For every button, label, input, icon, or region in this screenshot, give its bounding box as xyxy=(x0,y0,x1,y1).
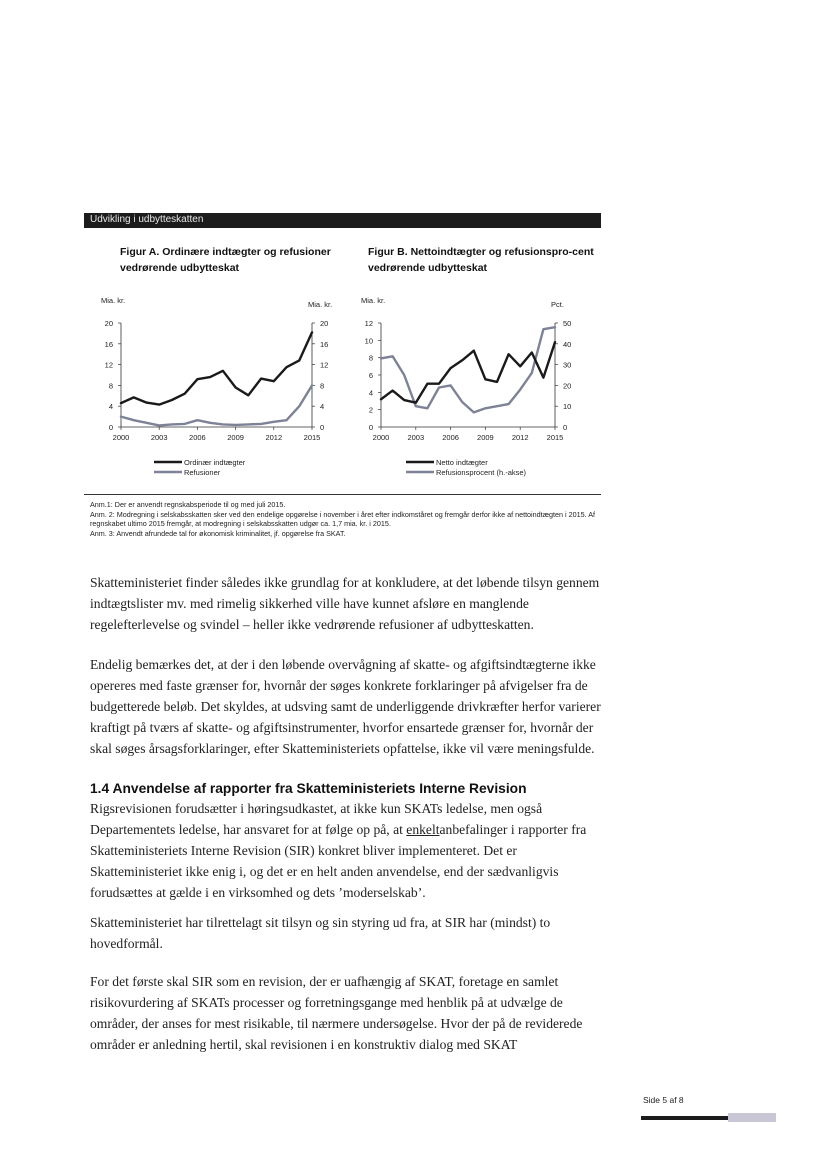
chart-b-ytick-label-right: 10 xyxy=(563,402,572,412)
figure-b-title: Figur B. Nettoindtægter og refusionspro-cent vedrørende udbytteskat xyxy=(368,246,594,274)
chart-b-legend-label-1: Netto indtægter xyxy=(436,458,488,467)
note-2: Anm. 2: Modregning i selskabsskatten sker ved den endelige opgørelse i november i året efter indkomståret og fremgår derfor ikke af nettoindtægten i 2015. Af regnskabet ultimo 2015 fremgår, at modregning i selskabsskatten udgør ca. 1,7 mia. kr. i 2015. xyxy=(90,509,595,528)
chart-b-ytick-label-right: 20 xyxy=(563,381,572,391)
figure-a-title: Figur A. Ordinære indtægter og refusioner vedrørende udbytteskat xyxy=(120,246,331,274)
paragraph-5: For det første skal SIR som en revision, der er uafhængig af SKAT, foretage en samlet risikovurdering af SKATs processer og forretningsgange med henblik på at udvælge de områder, der anses for mest risikable, til nærmere undersøgelse. Hvor der på de reviderede områder er anledning hertil, skal revisionen i en konstruktiv dialog med SKAT xyxy=(90,974,583,1052)
paragraph-3-start: Rigsrevisionen forudsætter i høringsudkastet, at ikke kun SKATs ledelse, men også Departementets ledelse, har ansvaret for at følge op på, at xyxy=(90,801,543,837)
page-number: Side 5 af 8 xyxy=(643,1095,684,1105)
chart-a-xtick-label: 2003 xyxy=(150,433,168,442)
paragraph-3-end: anbefalinger i rapporter fra Skatteministeriets Interne Revision (SIR) konkret bliver implementeret. Det er Skatteministeriet ikke enig i, og det er en helt anden anvendelse, end der sædvanligvis forudsættes at gælde i en virksomhed og dets ’moderselskab’. xyxy=(90,822,587,900)
chart-b-ytick-label-left: 12 xyxy=(364,319,373,328)
chart-b-ytick-label-left: 2 xyxy=(368,405,373,415)
chart-a-ytick-label-left: 8 xyxy=(108,381,113,391)
chart-b-ytick-label-right: 40 xyxy=(563,339,572,349)
note-3: Anm. 3: Anvendt afrundede tal for økonomisk kriminalitet, jf. opgørelse fra SKAT. xyxy=(90,528,346,538)
chart-a-xtick-label: 2009 xyxy=(227,433,244,442)
banner-title: Udvikling i udbytteskatten xyxy=(90,214,204,225)
chart-a-ylabel-left: Mia. kr. xyxy=(101,296,126,305)
chart-b-xtick-label: 2015 xyxy=(546,433,564,442)
footer-bar-accent xyxy=(728,1113,776,1122)
chart-b-ytick-label-right: 30 xyxy=(563,360,572,370)
paragraph-3 xyxy=(90,798,602,903)
chart-b-ytick-label-left: 0 xyxy=(368,423,373,432)
figure-banner xyxy=(84,213,601,228)
chart-a-xtick-label: 2006 xyxy=(189,433,206,442)
chart-a-ytick-label-right: 8 xyxy=(320,381,325,391)
chart-b-xtick-label: 2009 xyxy=(477,433,494,442)
paragraph-4: Skatteministeriet har tilrettelagt sit tilsyn og sin styring ud fra, at SIR har (mindst) to hovedformål. xyxy=(90,915,551,951)
paragraph-2: Endelig bemærkes det, at der i den løbende overvågning af skatte- og afgiftsindtægterne ikke opereres med faste grænser for, hvornår der søges konkrete forklaringer på afvigelser fra de budgetterede beløb. Det skyldes, at udsving samt de underliggende drivkræfter herfor varierer kraftigt på tværs af skatte- og afgiftsinstrumenter, hvorfor ensartede grænser for, hvornår der skal søges årsagsforklaringer, efter Skatteministeriets opfattelse, ikke vil være meningsfulde. xyxy=(90,657,601,756)
chart-a-ytick-label-right: 20 xyxy=(320,319,329,328)
chart-b-xtick-label: 2000 xyxy=(372,433,390,442)
chart-b-ylabel-right: Pct. xyxy=(551,300,564,309)
chart-b-ytick-label-left: 6 xyxy=(368,371,373,380)
chart-b-ytick-label-right: 50 xyxy=(563,319,572,328)
figure-bottom-rule xyxy=(84,494,601,495)
chart-a-ytick-label-left: 4 xyxy=(108,402,113,412)
figure-notes xyxy=(90,500,602,538)
underlined-word: enkelt xyxy=(406,822,440,837)
chart-a-legend-label-1: Ordinær indtægter xyxy=(184,458,246,467)
chart-b-ytick-label-left: 8 xyxy=(368,353,373,363)
chart-b-series-line-1 xyxy=(381,342,555,403)
chart-b-ytick-label-right: 0 xyxy=(563,423,568,432)
chart-a-xtick-label: 2015 xyxy=(303,433,321,442)
chart-b-ytick-label-left: 10 xyxy=(364,336,373,346)
chart-b-ylabel-left: Mia. kr. xyxy=(361,296,386,305)
chart-a-ytick-label-left: 16 xyxy=(104,339,113,349)
chart-a-series-line-2 xyxy=(121,385,312,425)
chart-a-xtick-label: 2012 xyxy=(265,433,283,442)
paragraph-1: Skatteministeriet finder således ikke grundlag for at konkludere, at det løbende tilsyn gennem indtægtslister mv. med rimelig sikkerhed ville have kunnet afsløre en manglende regelefterlevelse og svindel – heller ikke vedrørende refusioner af udbytteskatten. xyxy=(90,575,600,632)
chart-b-xtick-label: 2012 xyxy=(511,433,529,442)
section-heading: 1.4 Anvendelse af rapporter fra Skatteministeriets Interne Revision xyxy=(90,781,527,796)
chart-a-xtick-label: 2000 xyxy=(112,433,130,442)
chart-b-xtick-label: 2003 xyxy=(407,433,425,442)
chart-a-ytick-label-left: 20 xyxy=(104,319,113,328)
note-1: Anm.1: Der er anvendt regnskabsperiode til og med juli 2015. xyxy=(90,500,286,509)
chart-a-ytick-label-right: 4 xyxy=(320,402,325,412)
chart-a-ytick-label-right: 16 xyxy=(320,339,329,349)
chart-b-ytick-label-left: 4 xyxy=(368,388,373,398)
chart-a-ytick-label-left: 12 xyxy=(104,360,113,370)
chart-a-series-line-1 xyxy=(121,332,312,404)
footer-bar xyxy=(641,1116,728,1120)
chart-a-legend-label-2: Refusioner xyxy=(184,468,221,477)
chart-a-ytick-label-left: 0 xyxy=(108,423,113,432)
charts-area xyxy=(84,290,604,490)
chart-a-ylabel-right: Mia. kr. xyxy=(308,300,333,309)
chart-a-ytick-label-right: 0 xyxy=(320,423,325,432)
chart-b-xtick-label: 2006 xyxy=(442,433,459,442)
chart-a-ytick-label-right: 12 xyxy=(320,360,329,370)
chart-b-legend-label-2: Refusionsprocent (h.-akse) xyxy=(436,468,527,477)
